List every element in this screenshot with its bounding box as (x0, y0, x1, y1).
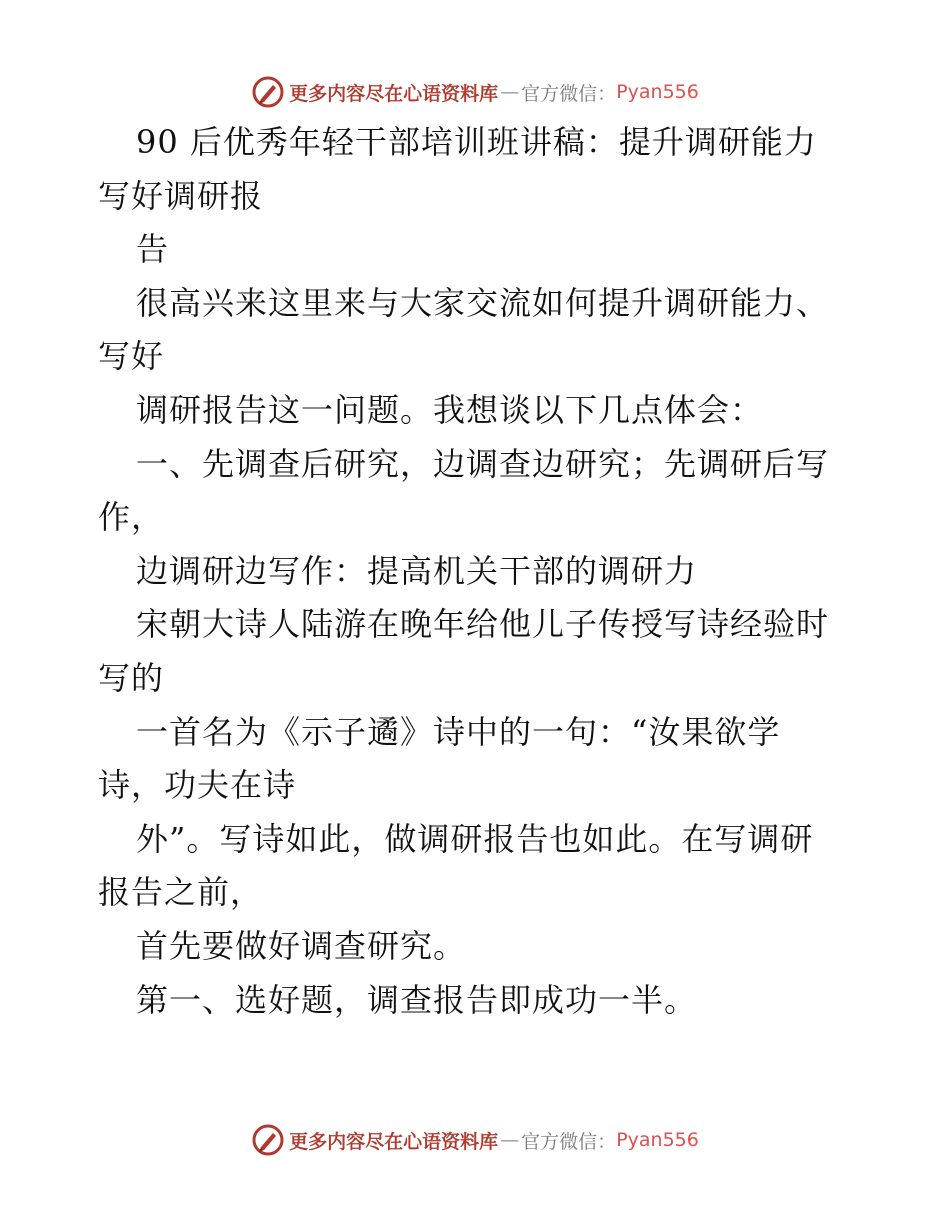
watermark-brand: 更多内容尽在心语资料库 (289, 82, 499, 105)
text-line: 一首名为《示子遹》诗中的一句：“汝果欲学 (136, 712, 781, 751)
watermark-wechat-label: 官方微信： (521, 82, 617, 105)
watermark-wechat-id: Pyan556 (616, 81, 699, 103)
text-line: 调研报告这一问题。我想谈以下几点体会： (136, 390, 764, 429)
pen-logo-icon (251, 75, 285, 109)
watermark-separator: — (500, 1129, 520, 1151)
text-line: 宋朝大诗人陆游在晚年给他儿子传授写诗经验时 (136, 605, 830, 644)
text-line: 作， (98, 498, 165, 537)
pen-logo-icon (251, 1123, 285, 1157)
text-line: 一、先调查后研究，边调查边研究；先调研后写 (136, 444, 830, 483)
watermark-separator: — (500, 81, 520, 103)
text-line: 写好 (98, 337, 165, 376)
text-line: 边调研边写作：提高机关干部的调研力 (136, 551, 698, 590)
text-line: 90 后优秀年轻干部培训班讲稿：提升调研能力 (136, 123, 817, 161)
watermark-wechat-id: Pyan556 (616, 1129, 699, 1151)
text-line: 写好调研报 (98, 176, 264, 215)
text-line: 很高兴来这里来与大家交流如何提升调研能力、 (136, 283, 830, 322)
footer-watermark (0, 1120, 950, 1160)
text-line: 写的 (98, 658, 165, 697)
text-line: 报告之前， (98, 873, 264, 912)
text-line: 首先要做好调查研究。 (136, 926, 467, 965)
text-line: 第一、选好题，调查报告即成功一半。 (136, 980, 698, 1019)
watermark-brand: 更多内容尽在心语资料库 (289, 1130, 499, 1153)
text-line: 诗，功夫在诗 (98, 766, 297, 805)
document-body (98, 122, 858, 1033)
header-watermark (0, 72, 950, 112)
text-line: 告 (136, 230, 170, 269)
text-line: 外”。写诗如此，做调研报告也如此。在写调研 (136, 819, 814, 858)
watermark-wechat-label: 官方微信： (521, 1130, 617, 1153)
